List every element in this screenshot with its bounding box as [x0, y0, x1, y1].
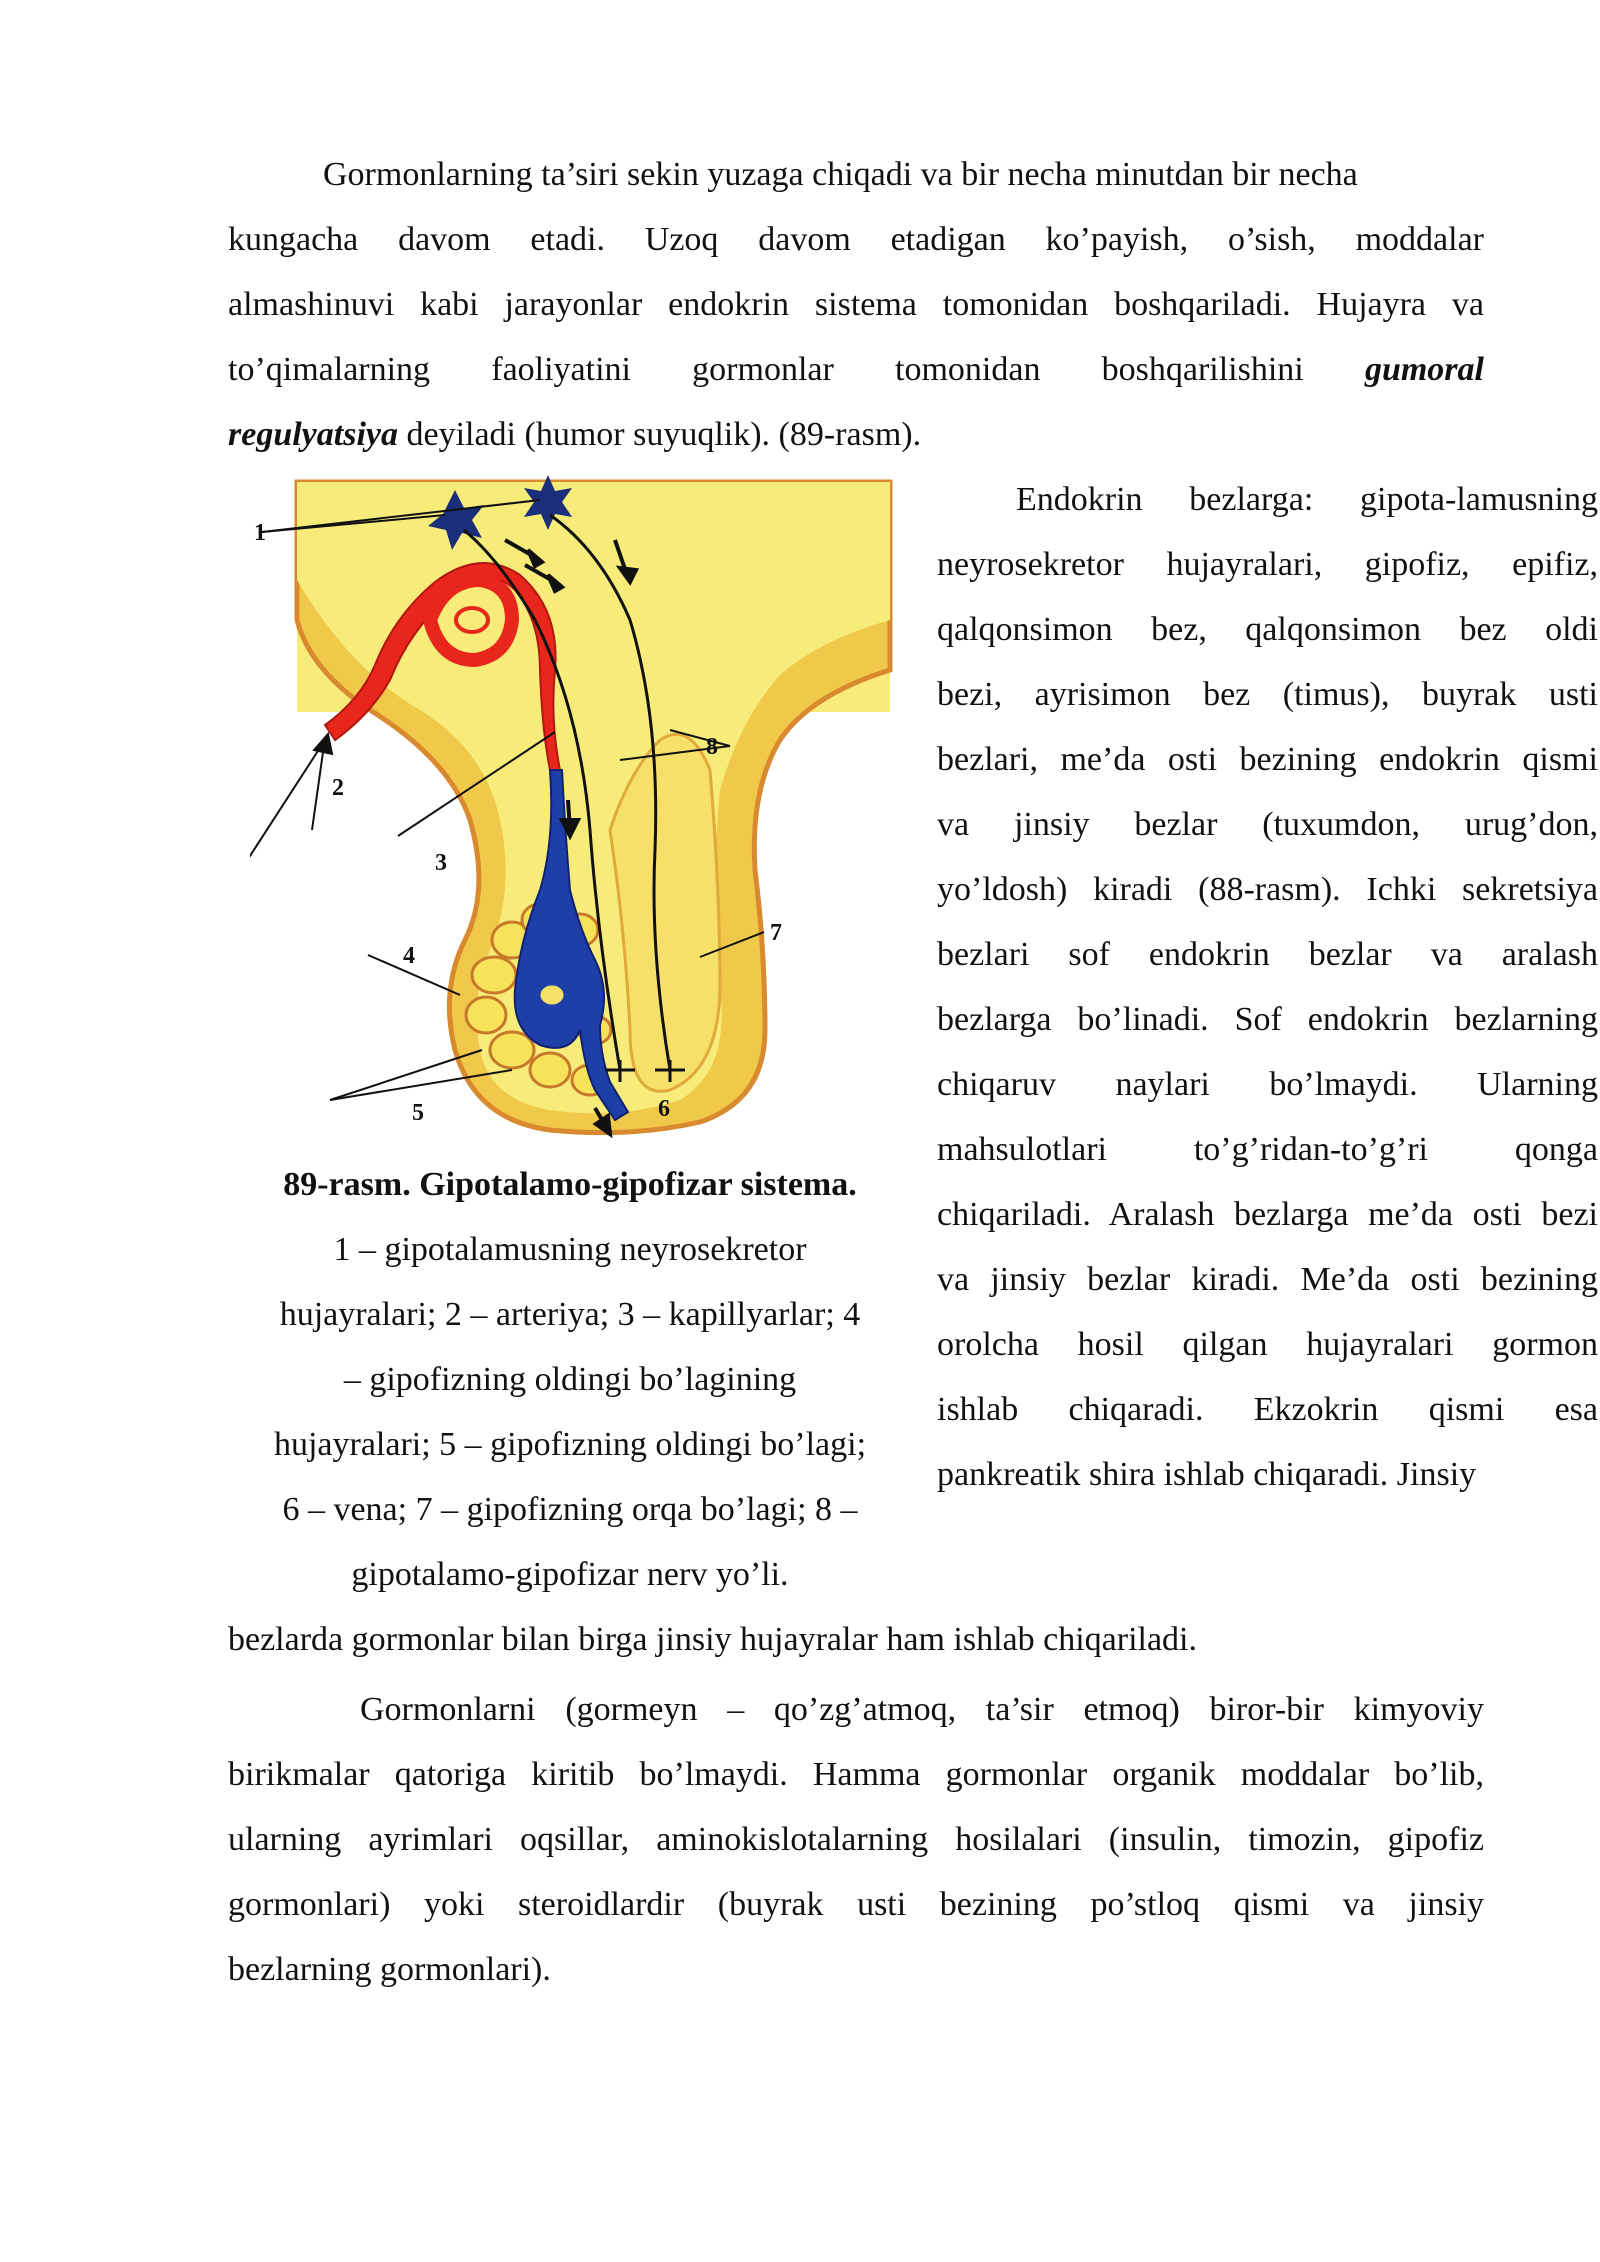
right-line-15: ishlab chiqaradi. Ekzokrin qismi esa [937, 1391, 1598, 1428]
right-line-8: bezlari sof endokrin bezlar va aralash [937, 936, 1598, 973]
right-line-11: mahsulotlari to’g’ridan-to’g’ri qonga [937, 1131, 1598, 1168]
paragraph-1-line-3: almashinuvi kabi jarayonlar endokrin sistema tomonidan boshqariladi. Hujayra va [228, 286, 1484, 323]
paragraph-1-line-4-text: to’qimalarning faoliyatini gormonlar tomonidan boshqarilishini [228, 351, 1304, 388]
caption-line-1: 1 – gipotalamusning neyrosekretor [333, 1231, 807, 1268]
paragraph-3-line-2: birikmalar qatoriga kiritib bo’lmaydi. Hamma gormonlar organik moddalar bo’lib, [228, 1756, 1484, 1793]
right-line-1: Endokrin bezlarga: gipota-lamusning [1016, 481, 1598, 518]
figure-label-5: 5 [412, 1100, 424, 1126]
right-line-5: bezlari, me’da osti bezining endokrin qismi [937, 741, 1598, 778]
paragraph-3-line-1: Gormonlarni (gormeyn – qo’zg’atmoq, ta’sir etmoq) biror-bir kimyoviy [360, 1691, 1484, 1728]
paragraph-1-line-5 [228, 415, 921, 455]
paragraph-3-line-4: gormonlari) yoki steroidlardir (buyrak usti bezining po’stloq qismi va jinsiy [228, 1886, 1484, 1923]
hypothalamic-pituitary-figure [250, 470, 910, 1150]
right-line-12: chiqariladi. Aralash bezlarga me’da osti bezi [937, 1196, 1598, 1233]
figure-label-1: 1 [254, 520, 266, 546]
right-line-13: va jinsiy bezlar kiradi. Me’da osti bezining [937, 1261, 1598, 1298]
paragraph-3-line-3: ularning ayrimlari oqsillar, aminokislotalarning hosilalari (insulin, timozin, gipofiz [228, 1821, 1484, 1858]
figure-label-4: 4 [403, 943, 415, 969]
paragraph-1-line-2: kungacha davom etadi. Uzoq davom etadigan ko’payish, o’sish, moddalar [228, 221, 1484, 258]
right-line-4: bezi, ayrisimon bez (timus), buyrak usti [937, 676, 1598, 713]
caption-line-5: 6 – vena; 7 – gipofizning orqa bo’lagi; 8 – [282, 1491, 858, 1528]
caption-line-2: hujayralari; 2 – arteriya; 3 – kapillyarlar; 4 [279, 1296, 861, 1333]
figure-label-2: 2 [332, 775, 344, 801]
right-line-6: va jinsiy bezlar (tuxumdon, urug’don, [937, 806, 1598, 843]
paragraph-1-line-5-text: deyiladi (humor suyuqlik). (89-rasm). [397, 416, 922, 453]
figure-label-7: 7 [770, 920, 782, 946]
figure-label-3: 3 [435, 850, 447, 876]
caption-line-4: hujayralari; 5 – gipofizning oldingi bo’lagi; [273, 1426, 867, 1463]
term-regulyatsiya: regulyatsiya [228, 416, 398, 453]
paragraph-2-line-1: bezlarda gormonlar bilan birga jinsiy hujayralar ham ishlab chiqariladi. [228, 1621, 1197, 1658]
paragraph-1-line-1: Gormonlarning ta’siri sekin yuzaga chiqadi va bir necha minutdan bir necha [323, 156, 1358, 193]
caption-line-3: – gipofizning oldingi bo’lagining [343, 1361, 797, 1398]
right-line-10: chiqaruv naylari bo’lmaydi. Ularning [937, 1066, 1598, 1103]
figure-label-8: 8 [706, 734, 718, 760]
right-line-9: bezlarga bo’linadi. Sof endokrin bezlarning [937, 1001, 1598, 1038]
right-line-3: qalqonsimon bez, qalqonsimon bez oldi [937, 611, 1598, 648]
figure-label-6: 6 [658, 1096, 670, 1122]
right-line-7: yo’ldosh) kiradi (88-rasm). Ichki sekretsiya [937, 871, 1598, 908]
term-gumoral: gumoral [1364, 351, 1484, 388]
paragraph-1-line-4 [228, 350, 1484, 390]
caption-line-6: gipotalamo-gipofizar nerv yo’li. [351, 1556, 789, 1593]
right-line-14: orolcha hosil qilgan hujayralari gormon [937, 1326, 1598, 1363]
paragraph-3-line-5: bezlarning gormonlari). [228, 1951, 551, 1988]
caption-title: 89-rasm. Gipotalamo-gipofizar sistema. [283, 1166, 857, 1203]
right-line-16: pankreatik shira ishlab chiqaradi. Jinsiy [937, 1456, 1477, 1493]
right-line-2: neyrosekretor hujayralari, gipofiz, epifiz, [937, 546, 1598, 583]
